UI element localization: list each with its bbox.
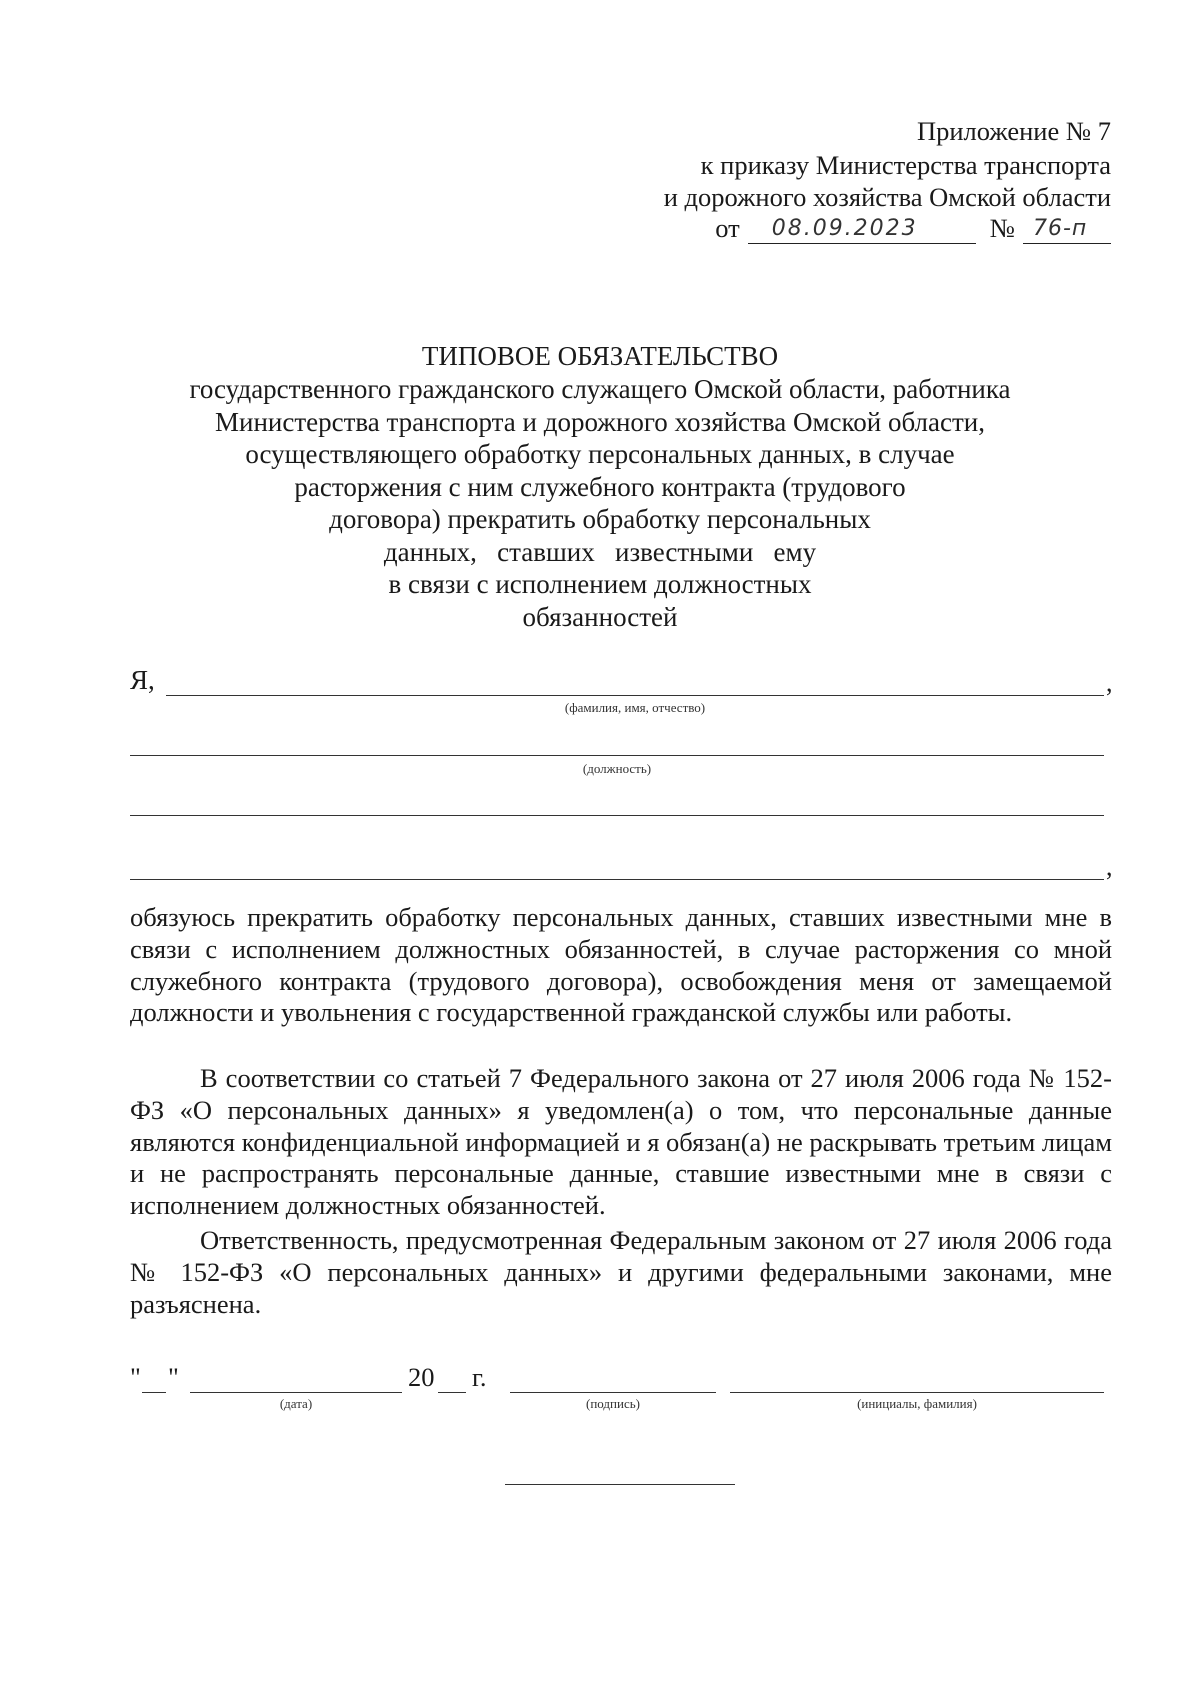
ministry-name-line: и дорожного хозяйства Омской области <box>663 182 1111 212</box>
year-suffix: г. <box>472 1362 487 1392</box>
document-subtitle <box>150 373 1050 633</box>
position-line-3[interactable] <box>130 879 1104 880</box>
closing-separator <box>505 1484 735 1485</box>
date-label: (дата) <box>279 1396 313 1411</box>
order-date-number-line <box>715 213 1111 244</box>
document-title: ТИПОВОЕ ОБЯЗАТЕЛЬСТВО <box>421 341 779 371</box>
name-line[interactable] <box>730 1392 1104 1393</box>
order-date-field <box>748 215 976 244</box>
subtitle-line: в связи с исполнением должностных <box>388 569 812 599</box>
obligation-paragraph: обязуюсь прекратить обработку персональных данных, ставших известными мне в связи с исполнением должностных обязанностей, в случае расторжения со мной служебного контракта (трудового договора), освобождения меня от замещаемой должности и увольнения с государственной гражданской службы или работы. <box>130 902 1112 1028</box>
fio-label: (фамилия, имя, отчество) <box>564 700 706 715</box>
signature-label: (подпись) <box>586 1396 640 1411</box>
position-label: (должность) <box>582 761 652 776</box>
subtitle-line: Министерства транспорта и дорожного хозяйства Омской области, <box>215 406 985 437</box>
i-prefix: Я, <box>130 665 155 695</box>
name-label: (инициалы, фамилия) <box>857 1396 977 1411</box>
order-reference-line: к приказу Министерства транспорта <box>700 150 1111 180</box>
position-comma: , <box>1106 852 1113 881</box>
year-prefix: 20 <box>408 1362 435 1392</box>
subtitle-line: договора) прекратить обработку персональных <box>329 504 871 534</box>
signature-line[interactable] <box>510 1392 716 1393</box>
quote-open: " <box>130 1362 141 1392</box>
position-line-2[interactable] <box>130 815 1104 816</box>
from-label: от <box>715 213 740 243</box>
appendix-number: Приложение № 7 <box>916 116 1111 146</box>
responsibility-paragraph: Ответственность, предусмотренная Федеральным законом от 27 июля 2006 года № 152-ФЗ «О персональных данных» и другими федеральными законами, мне разъяснена. <box>130 1225 1112 1319</box>
order-number-field <box>1023 215 1111 244</box>
subtitle-line: осуществляющего обработку персональных данных, в случае <box>245 439 955 469</box>
position-line[interactable] <box>130 755 1104 756</box>
subtitle-line: обязанностей <box>522 601 678 632</box>
fio-line[interactable] <box>166 695 1104 696</box>
subtitle-line: данных, ставших известными ему <box>383 536 817 567</box>
subtitle-line: расторжения с ним служебного контракта (трудового <box>294 471 906 502</box>
day-line[interactable] <box>142 1392 166 1393</box>
notice-paragraph: В соответствии со статьей 7 Федерального закона от 27 июля 2006 года № 152-ФЗ «О персональных данных» я уведомлен(а) о том, что персональные данные являются конфиденциальной информацией и я обязан(а) не раскрывать третьим лицам и не распространять персональные данные, ставшие известными мне в связи с исполнением должностных обязанностей. <box>130 1063 1112 1221</box>
fio-comma: , <box>1106 668 1113 697</box>
quote-close: " <box>168 1362 179 1392</box>
order-date-handwritten: 08.09.2023 <box>771 216 918 241</box>
date-month-line[interactable] <box>190 1392 402 1393</box>
number-label: № <box>989 213 1015 243</box>
year-line[interactable] <box>438 1392 466 1393</box>
subtitle-line: государственного гражданского служащего Омской области, работника <box>189 374 1011 404</box>
order-number-handwritten: 76-п <box>1033 216 1088 241</box>
